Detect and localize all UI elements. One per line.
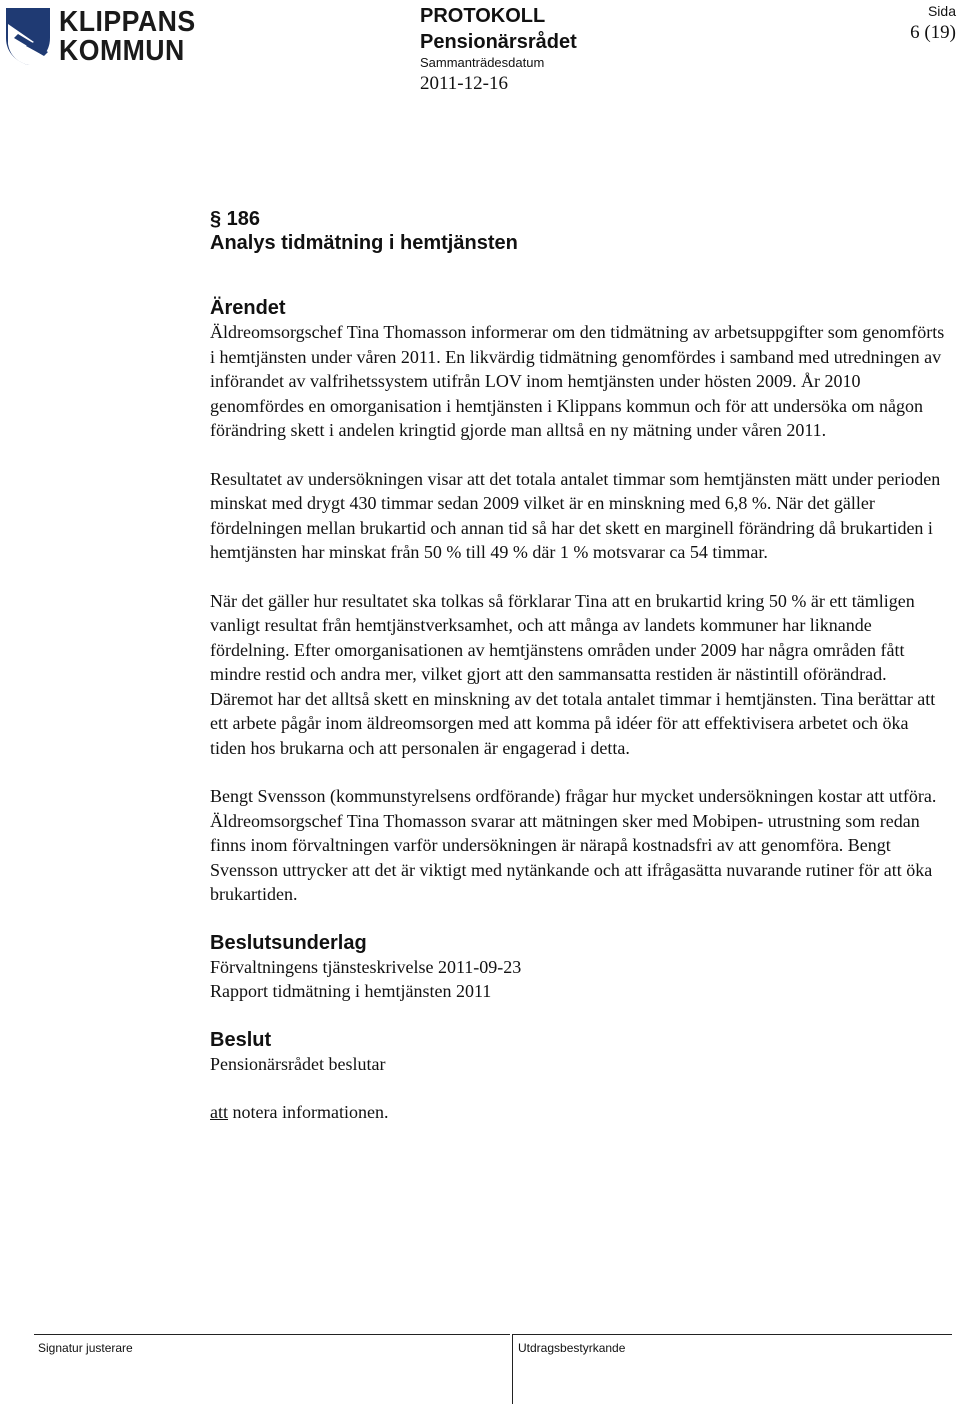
footer-rule-left [34,1334,510,1335]
beslut-intro: Pensionärsrådet beslutar [210,1053,386,1074]
decision-text: notera informationen. [232,1102,389,1122]
arendet-paragraph-1: Äldreomsorgschef Tina Thomasson informerar om den tidmätning av arbetsuppgifter som genomförts i hemtjänsten under våren 2011. En likvärdig tidmätning genomfördes i samband med utredningen av införandet av valfrihetssystem utifrån LOV inom hemtjänsten under hösten 2009. År 2010 genomfördes en omorganisation i hemtjänsten i Klippans kommun och för att undersöka om någon förändring skett i andelen kringtid gjorde man alltså en ny mätning under våren 2011. [210,322,945,440]
item-title: Analys tidmätning i hemtjänsten [210,232,518,254]
arendet-paragraph-3: När det gäller hur resultatet ska tolkas så förklarar Tina att en brukartid kring 50 % är ett tämligen vanligt resultat från hemtjänstverksamhet, och att många av landets kommuner har liknande fördelning. Efter omorganisationen av hemtjänstens områden under 2009 har några områden fått mindre restid och andra mer, vilket gjort att den sammansatta restiden är nästintill oförändrad. Däremot har det alltså skett en minskning av det totala antalet timmar i hemtjänsten. Tina berättar att ett arbete pågår inom äldreomsorgen med att komma på idéer för att effektivisera arbetet och öka tiden hos brukarna och att personalen är engagerad i detta. [210,590,936,758]
utdragsbestyrkande-label: Utdragsbestyrkande [518,1341,626,1355]
beslutsunderlag-item-1: Förvaltningens tjänsteskrivelse 2011-09-23 [210,956,522,977]
footer-divider [512,1334,513,1404]
footer-rule-right [512,1334,952,1335]
minutes-content [210,207,945,1125]
doc-type: PROTOKOLL [420,5,546,27]
heading-beslut: Beslut [210,1028,272,1051]
att-keyword: att [210,1102,228,1122]
signature-footer [0,1334,960,1406]
paragraph-number: § 186 [210,208,261,230]
beslutsunderlag-item-2: Rapport tidmätning i hemtjänsten 2011 [210,981,492,1001]
logo-line-1: KLIPPANS [59,6,196,38]
heading-arendet: Ärendet [210,297,286,319]
arendet-paragraph-2: Resultatet av undersökningen visar att det totala antalet timmar som hemtjänsten mätt under perioden minskat med drygt 430 timmar sedan 2009 vilket är en minskning med 6,8 %. När det gäller fördelningen mellan brukartid och annan tid så har det skett en marginell förändring då brukartiden i hemtjänsten har minskat från 50 % till 49 % där 1 % motsvarar ca 54 timmar. [210,468,941,562]
document-header [420,4,577,98]
signature-justerare-label: Signatur justerare [38,1341,133,1355]
body-name: Pensionärsrådet [420,31,577,53]
date-label: Sammanträdesdatum [420,55,545,70]
meeting-date: 2011-12-16 [420,73,508,94]
arendet-paragraph-4: Bengt Svensson (kommunstyrelsens ordförande) frågar hur mycket undersökningen kostar att utföra. Äldreomsorgschef Tina Thomasson svarar att mätningen sker med Mobipen- utrustning som redan finns inom förvaltningen varför undersökningen är närapå kostnadsfri av att genomföra. Bengt Svensson uttrycker att det är viktigt med nytänkande och att ifrågasätta nuvarande rutiner för att öka brukartiden. [210,786,937,904]
logo-wordmark [59,8,196,66]
beslut-decision [210,1100,945,1125]
page-number: 6 (19) [910,22,956,43]
heading-beslutsunderlag: Beslutsunderlag [210,931,367,954]
page-info [910,4,956,48]
coat-of-arms-icon [4,4,56,66]
logo-line-2: KOMMUN [59,35,185,67]
page-label: Sida [927,3,956,19]
klippan-logo [4,4,219,68]
